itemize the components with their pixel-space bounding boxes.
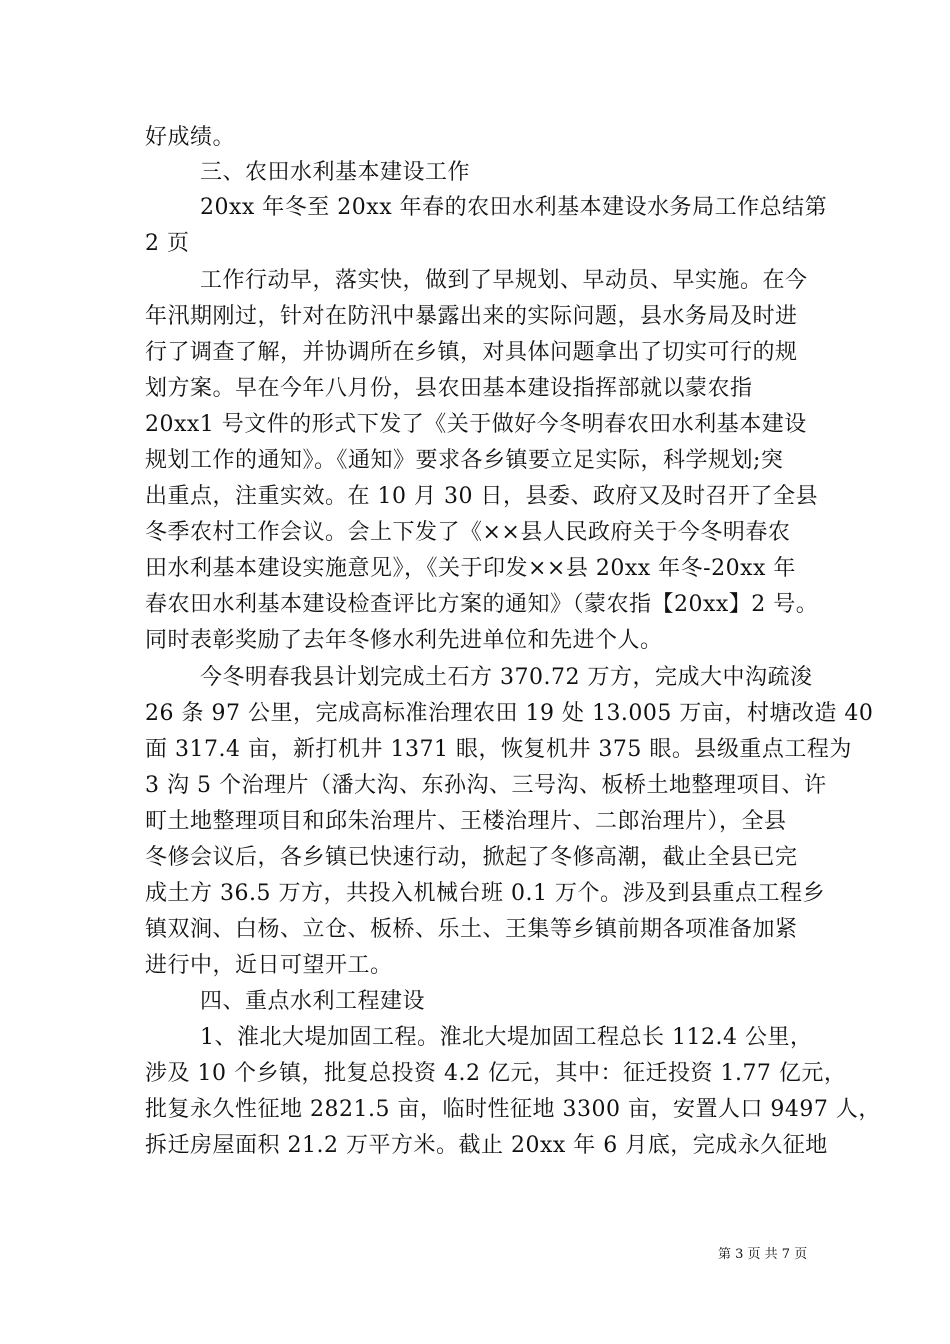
text-line: 成土方 36.5 万方，共投入机械台班 0.1 万个。涉及到县重点工程乡	[145, 881, 825, 906]
text-line: 行了调查了解，并协调所在乡镇，对具体问题拿出了切实可行的规	[145, 340, 798, 365]
text-line: 冬修会议后，各乡镇已快速行动，掀起了冬修高潮，截止全县已完	[145, 845, 798, 870]
text-line: 20xx 年冬至 20xx 年春的农田水利基本建设水务局工作总结第	[200, 195, 828, 220]
text-line: 田水利基本建设实施意见》，《关于印发××县 20xx 年冬-20xx 年	[145, 556, 796, 581]
text-line: 拆迁房屋面积 21.2 万平方米。截止 20xx 年 6 月底，完成永久征地	[145, 1133, 828, 1158]
text-line: 规划工作的通知》。《通知》要求各乡镇要立足实际，科学规划;突	[145, 448, 784, 473]
text-line: 今冬明春我县计划完成土石方 370.72 万方，完成大中沟疏浚	[200, 665, 813, 690]
text-line: 春农田水利基本建设检查评比方案的通知》（蒙农指【20xx】2 号。	[145, 592, 819, 617]
section-heading: 三、农田水利基本建设工作	[200, 160, 471, 185]
text-line: 面 317.4 亩，新打机井 1371 眼，恢复机井 375 眼。县级重点工程为	[145, 737, 852, 762]
text-line: 镇双涧、白杨、立仓、板桥、乐土、王集等乡镇前期各项准备加紧	[145, 917, 798, 942]
text-line: 好成绩。	[145, 125, 236, 150]
text-line: 町土地整理项目和邱朱治理片、王楼治理片、二郎治理片），全县	[145, 809, 787, 834]
text-line: 进行中，近日可望开工。	[145, 953, 393, 978]
text-line: 1、淮北大堤加固工程。淮北大堤加固工程总长 112.4 公里，	[200, 1025, 813, 1050]
text-line: 批复永久性征地 2821.5 亩，临时性征地 3300 亩，安置人口 9497 人，	[145, 1097, 881, 1122]
text-line: 20xx1 号文件的形式下发了《关于做好今冬明春农田水利基本建设	[145, 412, 807, 437]
text-line: 出重点，注重实效。在 10 月 30 日，县委、政府又及时召开了全县	[145, 484, 818, 509]
text-line: 冬季农村工作会议。会上下发了《××县人民政府关于今冬明春农	[145, 520, 791, 545]
text-line: 3 沟 5 个治理片（潘大沟、东孙沟、三号沟、板桥土地整理项目、许	[145, 773, 827, 798]
text-line: 26 条 97 公里，完成高标准治理农田 19 处 13.005 万亩，村塘改造 40	[145, 701, 874, 726]
text-line: 工作行动早，落实快，做到了早规划、早动员、早实施。在今	[200, 268, 808, 293]
text-line: 涉及 10 个乡镇，批复总投资 4.2 亿元，其中：征迁投资 1.77 亿元，	[145, 1061, 847, 1086]
text-line: 年汛期刚过，针对在防汛中暴露出来的实际问题，县水务局及时进	[145, 304, 798, 329]
section-heading: 四、重点水利工程建设	[200, 989, 426, 1014]
page-number: 第 3 页 共 7 页	[718, 1247, 808, 1262]
text-line: 划方案。早在今年八月份，县农田基本建设指挥部就以蒙农指	[145, 376, 753, 401]
text-line: 2 页	[145, 231, 190, 256]
text-line: 同时表彰奖励了去年冬修水利先进单位和先进个人。	[145, 628, 663, 653]
